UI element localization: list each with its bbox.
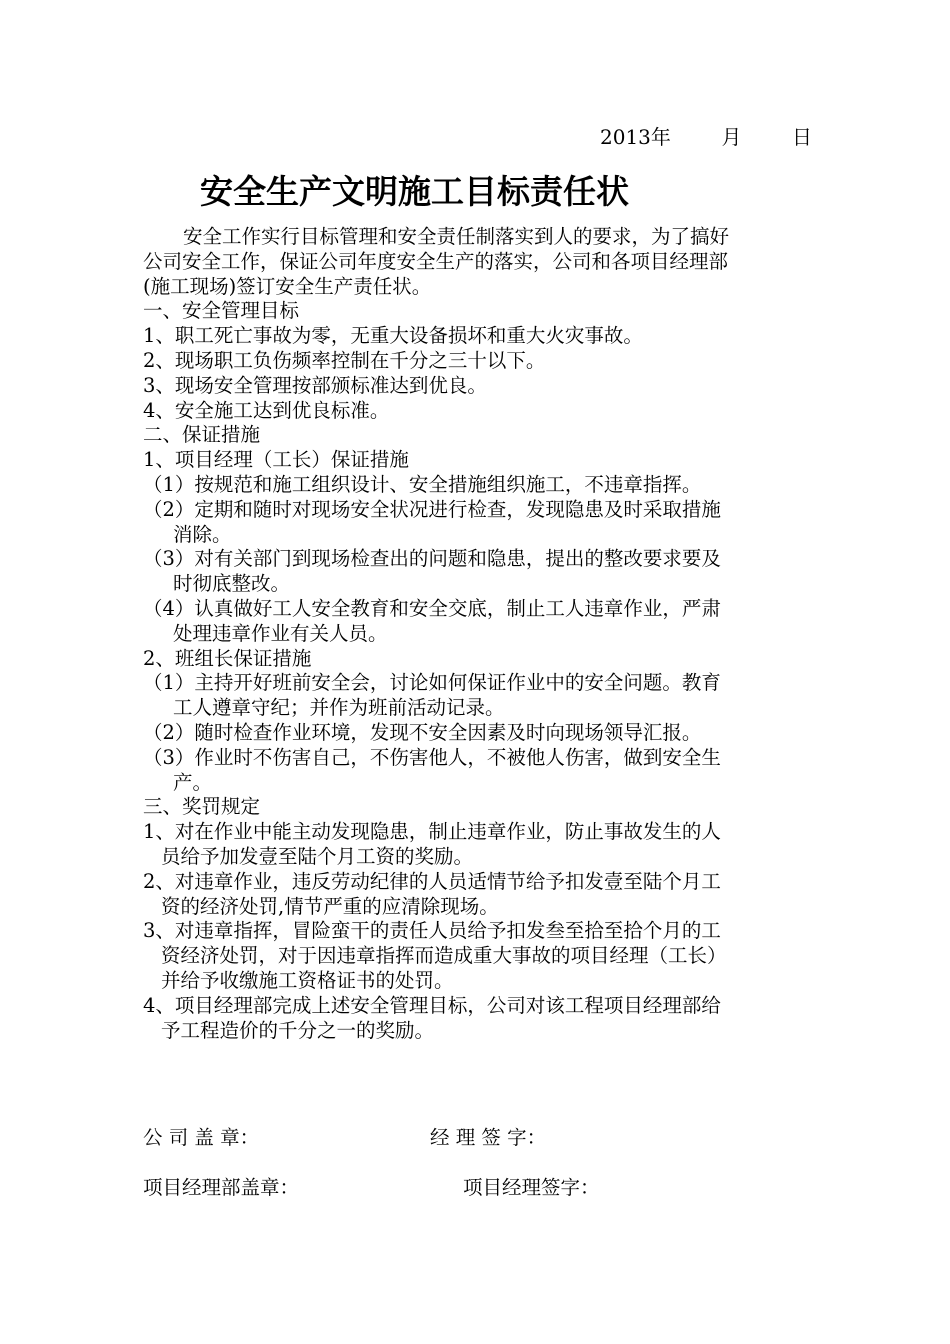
intro-line-1: 安全工作实行目标管理和安全责任制落实到人的要求，为了搞好 [183,225,730,248]
section3-item-1-cont: 员给予加发壹至陆个月工资的奖励。 [161,844,474,868]
section2-sub2-heading: 2、班组长保证措施 [143,646,312,670]
manager-sign-label: 经 理 签 字： [430,1126,547,1149]
date-line [600,124,812,150]
section1-item-1: 1、职工死亡事故为零，无重大设备损坏和重大火灾事故。 [143,324,643,348]
date-year: 2013年 [600,125,671,149]
section1-item-4: 4、安全施工达到优良标准。 [143,398,390,422]
company-seal-label: 公 司 盖 章： [143,1126,260,1149]
section3-item-3: 3、对违章指挥，冒险蛮干的责任人员给予扣发叁至拾至拾个月的工 [143,919,721,943]
section2-sub2-item-3-cont: 产。 [173,770,213,794]
section2-sub1-item-2-cont: 消除。 [173,522,232,546]
section2-sub2-item-3: （3）作业时不伤害自己，不伤害他人，不被他人伤害，做到安全生 [143,745,721,769]
section2-sub1-item-4-cont: 处理违章作业有关人员。 [173,621,388,645]
document-body [143,225,808,1043]
section3-item-4-cont: 予工程造价的千分之一的奖励。 [161,1018,435,1042]
section3-item-2-cont: 资的经济处罚,情节严重的应清除现场。 [161,894,499,918]
dept-seal-label: 项目经理部盖章： [143,1176,300,1199]
section1-item-2: 2、现场职工负伤频率控制在千分之三十以下。 [143,348,546,372]
intro-line-3: (施工现场)签订安全生产责任状。 [143,274,432,298]
section3-item-4: 4、项目经理部完成上述安全管理目标，公司对该工程项目经理部给 [143,993,721,1017]
date-day: 日 [792,125,812,149]
section1-item-3: 3、现场安全管理按部颁标准达到优良。 [143,373,487,397]
date-month: 月 [721,125,742,149]
section2-heading: 二、保证措施 [143,423,261,447]
section2-sub2-item-1: （1）主持开好班前安全会，讨论如何保证作业中的安全问题。教育 [143,671,721,695]
section3-item-3-cont-2: 并给予收缴施工资格证书的处罚。 [161,968,454,992]
section2-sub1-item-3-cont: 时彻底整改。 [173,572,291,596]
section3-item-1: 1、对在作业中能主动发现隐患，制止违章作业，防止事故发生的人 [143,820,721,844]
section2-sub1-item-1: （1）按规范和施工组织设计、安全措施组织施工，不违章指挥。 [143,472,702,496]
section1-heading: 一、安全管理目标 [143,299,300,323]
pm-sign-label: 项目经理签字： [463,1176,600,1199]
section2-sub1-item-4: （4）认真做好工人安全教育和安全交底，制止工人违章作业，严肃 [143,596,721,620]
section3-item-3-cont-1: 资经济处罚，对于因违章指挥而造成重大事故的项目经理（工长） [161,944,727,968]
section3-item-2: 2、对违章作业，违反劳动纪律的人员适情节给予扣发壹至陆个月工 [143,869,721,893]
section2-sub1-item-3: （3）对有关部门到现场检查出的问题和隐患，提出的整改要求要及 [143,547,721,571]
intro-line-2: 公司安全工作，保证公司年度安全生产的落实，公司和各项目经理部 [143,249,729,273]
section2-sub2-item-2: （2）随时检查作业环境，发现不安全因素及时向现场领导汇报。 [143,720,702,744]
document-title: 安全生产文明施工目标责任状 [200,172,629,211]
section2-sub1-heading: 1、项目经理（工长）保证措施 [143,448,409,472]
section2-sub2-item-1-cont: 工人遵章守纪；并作为班前活动记录。 [173,696,505,720]
section2-sub1-item-2: （2）定期和随时对现场安全状况进行检查，发现隐患及时采取措施 [143,497,721,521]
section3-heading: 三、奖罚规定 [143,795,261,819]
